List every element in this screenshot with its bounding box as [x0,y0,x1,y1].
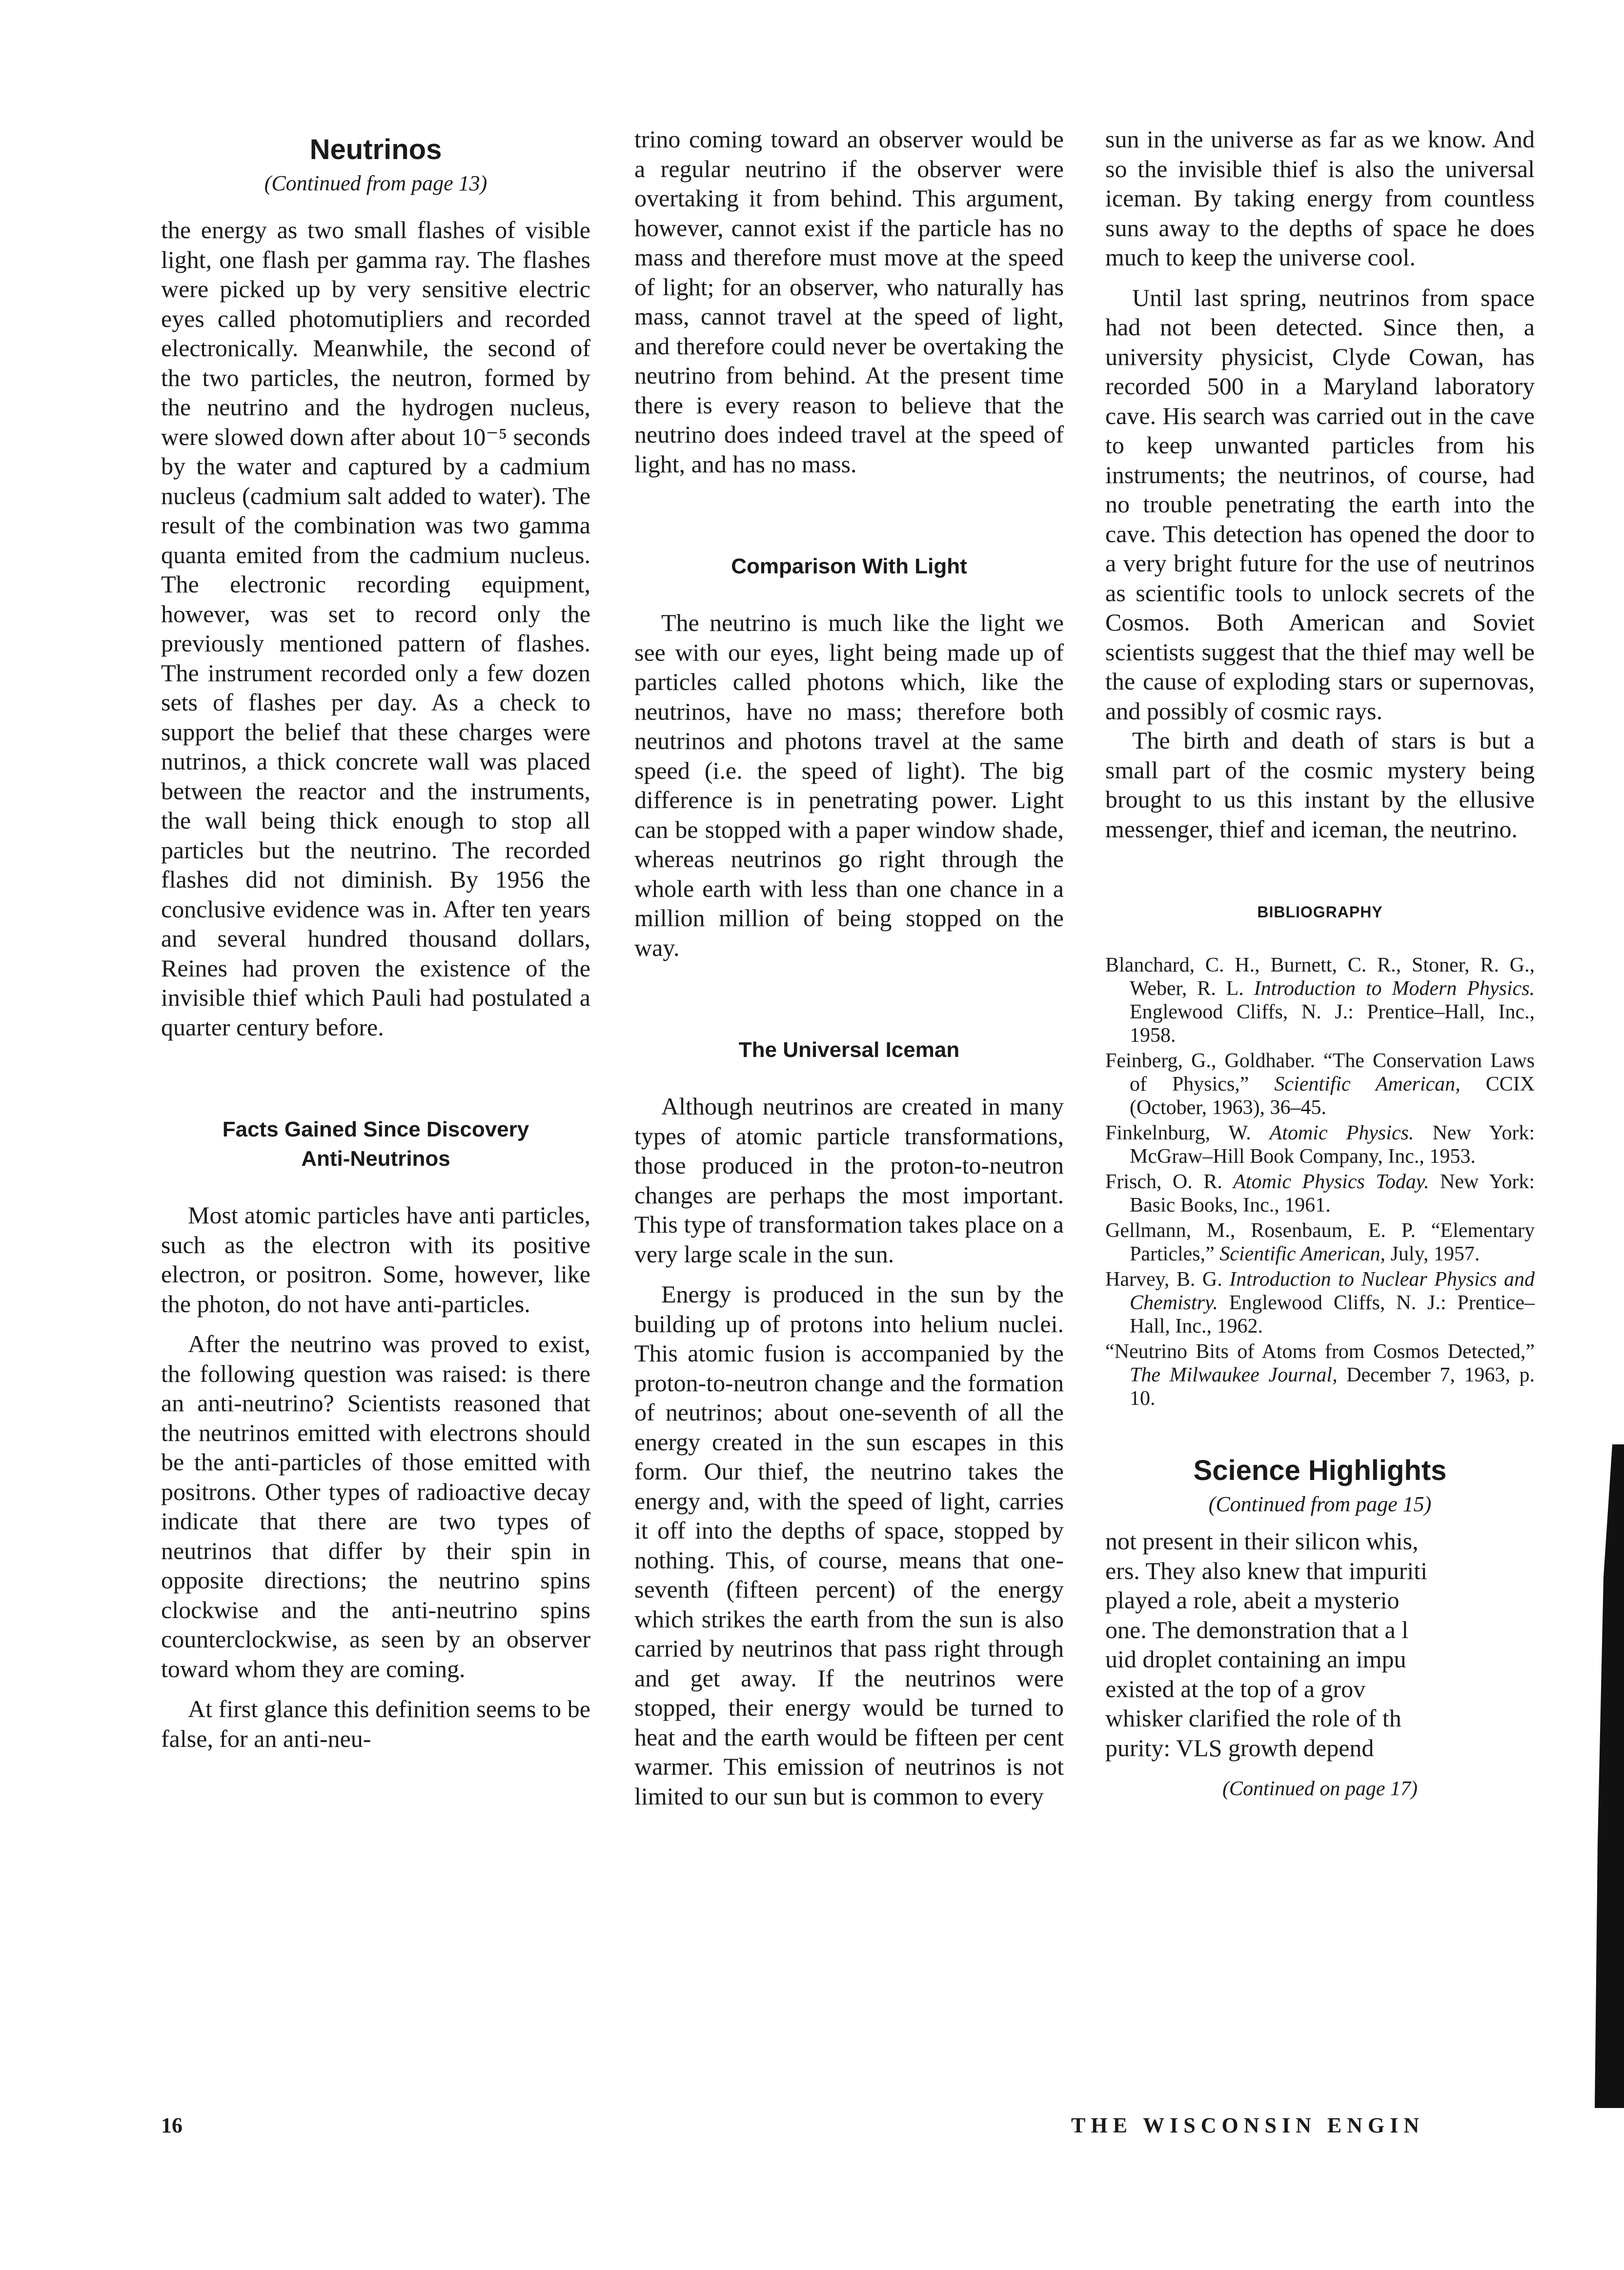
paragraph: Most atomic particles have anti particles, such as the electron with its positive electron, or positron. Some, however, like the photon, do not have anti-particles. [161,1201,590,1317]
text-line: existed at the top of a grov [1105,1675,1366,1702]
paragraph: trino coming toward an observer would be a regular neutrino if the observer were overtaking it from behind. This argument, however, cannot exist if the particle has no mass and therefore must move at the speed of light; for an observer, who naturally has mass, cannot travel at the speed of light, and therefore could never be overtaking the neutrino from behind. At the present time there is every reason to believe that the neutrino does indeed travel at the speed of light, and has no mass. [634,125,1064,478]
paragraph: the energy as two small flashes of visible light, one flash per gamma ray. The flashes were picked up by very sensitive electric eyes called photomutipliers and recorded electronically. Meanwhile, the second of the two particles, the neutron, formed by the neutrino and the hydrogen nucleus, were slowed down after about 10⁻⁵ seconds by the water and captured by a cadmium nucleus (cadmium salt added to water). The result of the combination was two gamma quanta emited from the cadmium nucleus. The electronic recording equipment, however, was set to record only the previously mentioned pattern of flashes. The instrument recorded only a few dozen sets of flashes per day. As a check to support the belief that these charges were nutrinos, a thick concrete wall was placed between the reactor and the instruments, the wall being thick enough to stop all particles but the neutrino. The recorded flashes did not diminish. By 1956 the conclusive evidence was in. After ten years and several hundred thousand dollars, Reines had proven the existence of the invisible thief which Pauli had postulated a quarter century before. [161,216,590,1041]
paragraph: The birth and death of stars is but a small part of the cosmic mystery being brought to us this instant by the ellusive messenger, thief and iceman, the neutrino. [1105,727,1535,843]
text-line: played a role, abeit a mysterio [1105,1586,1400,1614]
continued-on-note: (Continued on page 17) [1222,1778,1418,1800]
column-1 [161,124,590,1753]
magazine-footer: THE WISCONSIN ENGIN [1071,2113,1425,2137]
science-highlights-title: Science Highlights [1193,1455,1447,1486]
section-heading-line: Anti-Neutrinos [301,1147,450,1171]
science-highlights-continued-from: (Continued from page 15) [1208,1492,1432,1516]
bibliography-entry: Frisch, O. R. Atomic Physics Today. New York: Basic Books, Inc., 1961. [1105,1171,1535,1216]
continued-from-note: (Continued from page 13) [264,171,487,195]
text-line: purity: VLS growth depend [1105,1734,1374,1762]
article-title: Neutrinos [309,134,442,165]
text-line: ers. They also knew that impuriti [1105,1557,1428,1584]
paragraph: After the neutrino was proved to exist, the following question was raised: is there an anti-neutrino? Scientists reasoned that the neutrinos emitted with electrons should be the anti-particles of those emitted with positrons. Other types of radioactive decay indicate that there are two types of neutrinos that differ by their spin in opposite directions; the neutrino spins clockwise and the anti-neutrino spins counterclockwise, as seen by an observer toward whom they are coming. [161,1330,590,1682]
text-line: one. The demonstration that a l [1105,1616,1409,1643]
bibliography-entry: Harvey, B. G. Introduction to Nuclear Physics and Chemistry. Englewood Cliffs, N. J.: Prentice–Hall, Inc., 1962. [1105,1268,1535,1338]
column-3 [1105,124,1535,1801]
paragraph: sun in the universe as far as we know. And so the invisible thief is also the universal iceman. By taking energy from countless suns away to the depths of space he does much to keep the universe cool. [1105,125,1535,271]
bibliography-entry: Blanchard, C. H., Burnett, C. R., Stoner, R. G., Weber, R. L. Introduction to Modern Physics. Englewood Cliffs, N. J.: Prentice–Hall, Inc., 1958. [1105,954,1535,1047]
paragraph: Until last spring, neutrinos from space had not been detected. Since then, a university physicist, Clyde Cowan, has recorded 500 in a Maryland laboratory cave. His search was carried out in the cave to keep unwanted particles from his instruments; the neutrinos, of course, had no trouble penetrating the earth into the cave. This detection has opened the door to a very bright future for the use of neutrinos as scientific tools to unlock secrets of the Cosmos. Both American and Soviet scientists suggest that the thief may well be the cause of exploding stars or supernovas, and possibly of cosmic rays. [1105,284,1535,725]
science-highlights-text [1105,1526,1535,1763]
paragraph: The neutrino is much like the light we see with our eyes, light being made up of particles called photons which, like the neutrinos, have no mass; therefore both neutrinos and photons travel at the same speed (i.e. the speed of light). The big difference is in penetrating power. Light can be stopped with a paper window shade, whereas neutrinos go right through the whole earth with less than one chance in a million million of being stopped on the way. [634,609,1064,961]
column-2 [634,124,1064,1811]
bibliography-heading: BIBLIOGRAPHY [1257,903,1383,921]
paragraph: At first glance this definition seems to be false, for an anti-neu- [161,1695,590,1752]
text-line: not present in their silicon whis, [1105,1527,1419,1555]
text-line: uid droplet containing an impu [1105,1645,1406,1673]
section-heading-iceman: The Universal Iceman [738,1038,960,1062]
bibliography-list [1105,953,1535,1410]
text-line: whisker clarified the role of th [1105,1704,1401,1732]
section-heading-facts [161,1115,590,1174]
page-edge-shadow [1595,1444,1624,2108]
section-heading-light: Comparison With Light [731,554,967,578]
page-number: 16 [161,2113,183,2137]
bibliography-entry: “Neutrino Bits of Atoms from Cosmos Detected,” The Milwaukee Journal, December 7, 1963, p. 10. [1105,1340,1535,1410]
paragraph: Although neutrinos are created in many types of atomic particle transformations, those produced in the proton-to-neutron changes are perhaps the most important. This type of transformation takes place on a very large scale in the sun. [634,1093,1064,1268]
paragraph: Energy is produced in the sun by the building up of protons into helium nuclei. This atomic fusion is accompanied by the proton-to-neutron change and the formation of neutrinos; about one-seventh of all the energy created in the sun escapes in this form. Our thief, the neutrino takes the energy and, with the speed of light, carries it off into the depths of space, stopped by nothing. This, of course, means that one-seventh (fifteen percent) of the energy which strikes the earth from the sun is also carried by neutrinos that pass right through and get away. If the neutrinos were stopped, their energy would be turned to heat and the earth would be fifteen per cent warmer. This emission of neutrinos is not limited to our sun but is common to every [634,1280,1064,1810]
bibliography-entry: Feinberg, G., Goldhaber. “The Conservation Laws of Physics,” Scientific American, CCIX (October, 1963), 36–45. [1105,1050,1535,1119]
section-heading-line: Facts Gained Since Discovery [222,1117,529,1141]
bibliography-entry: Finkelnburg, W. Atomic Physics. New York: McGraw–Hill Book Company, Inc., 1953. [1105,1122,1535,1168]
bibliography-entry: Gellmann, M., Rosenbaum, E. P. “Elementary Particles,” Scientific American, July, 1957. [1105,1219,1535,1265]
